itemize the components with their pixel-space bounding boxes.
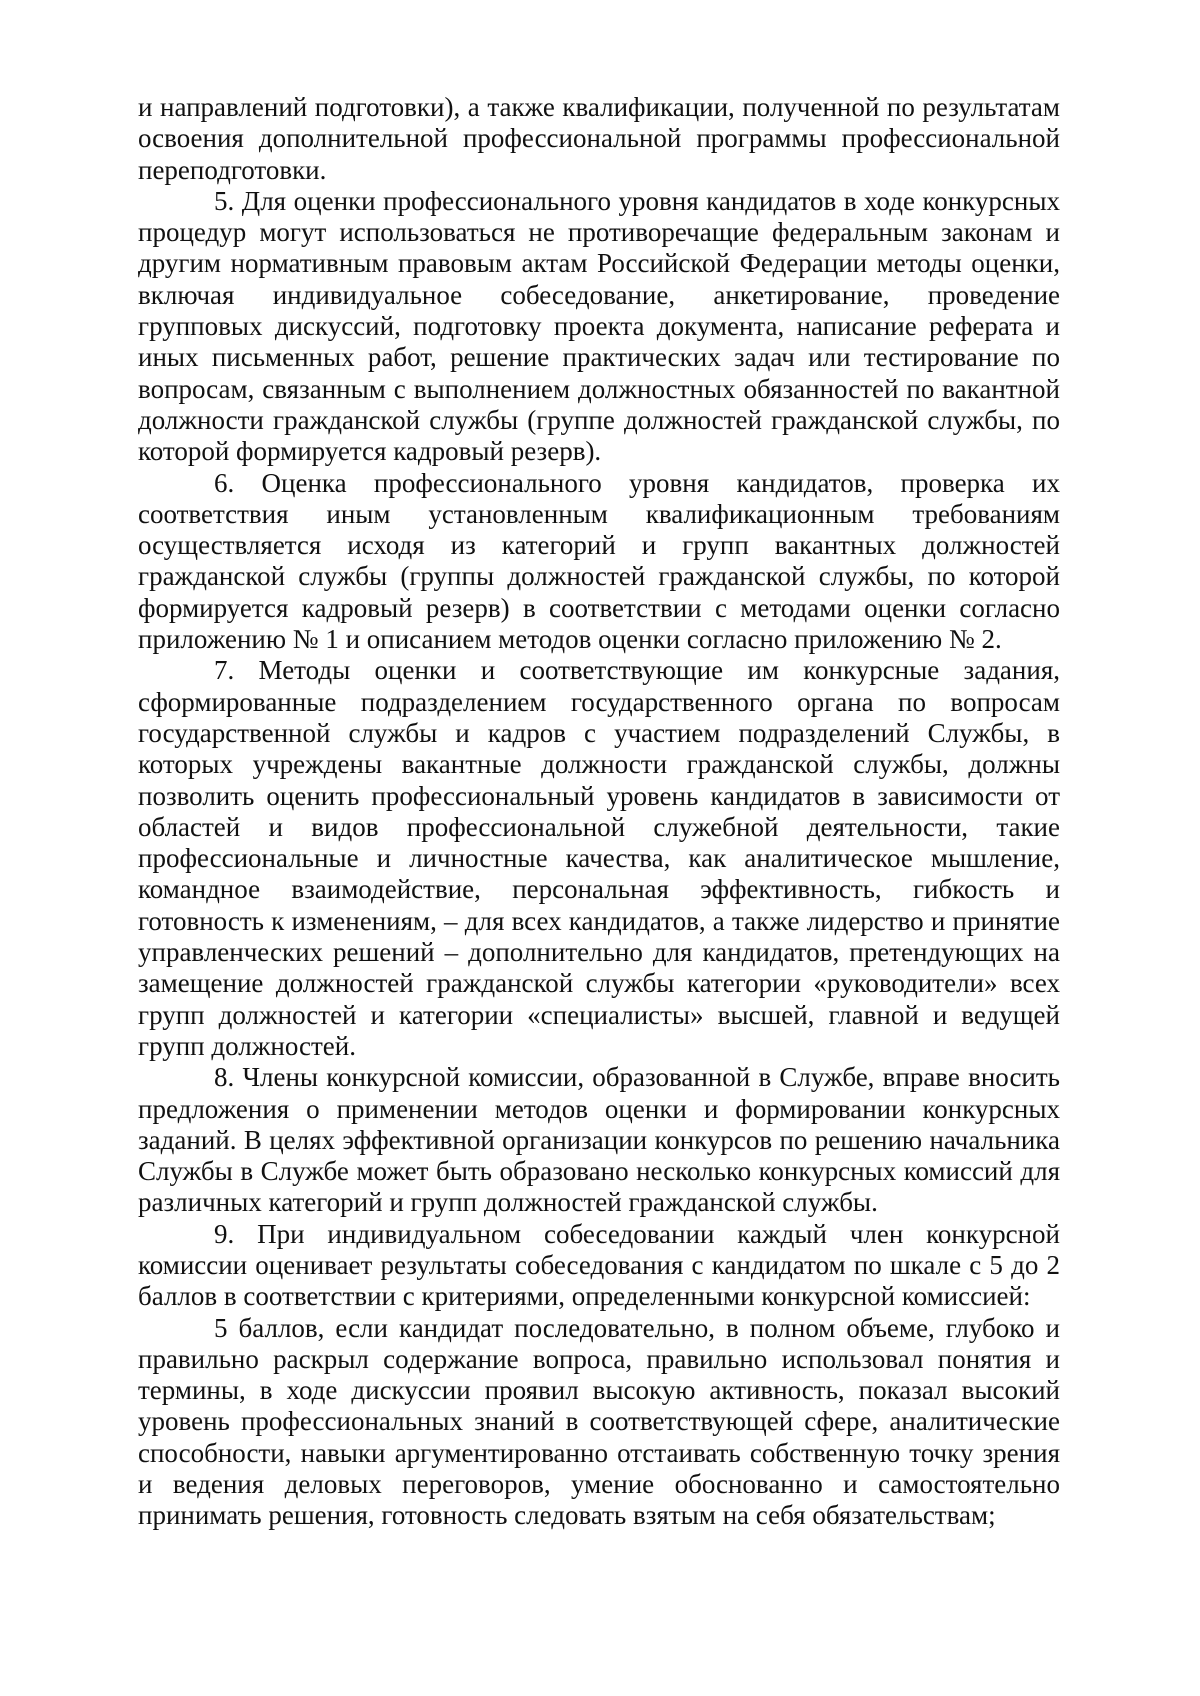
paragraph-score-5: 5 баллов, если кандидат последовательно, в полном объеме, глубоко и правильно раскрыл содержание вопроса, правильно использовал понятия и термины, в ходе дискуссии проявил высокую активность, показал высокий уровень профессиональных знаний в соответствующей сфере, аналитические способности, навыки аргументированно отстаивать собственную точку зрения и ведения деловых переговоров, умение обоснованно и самостоятельно принимать решения, готовность следовать взятым на себя обязательствам;	[138, 1312, 1060, 1531]
paragraph-item-7: 7. Методы оценки и соответствующие им конкурсные задания, сформированные подразделением государственного органа по вопросам государственной службы и кадров с участием подразделений Службы, в которых учреждены вакантные должности гражданской службы, должны позволить оценить профессиональный уровень кандидатов в зависимости от областей и видов профессиональной служебной деятельности, такие профессиональные и личностные качества, как аналитическое мышление, командное взаимодействие, персональная эффективность, гибкость и готовность к изменениям, – для всех кандидатов, а также лидерство и принятие управленческих решений – дополнительно для кандидатов, претендующих на замещение должностей гражданской службы категории «руководители» всех групп должностей и категории «специалисты» высшей, главной и ведущей групп должностей.	[138, 655, 1060, 1061]
paragraph-continuation: и направлений подготовки), а также квалификации, полученной по результатам освоения дополнительной профессиональной программы профессиональной переподготовки.	[138, 92, 1060, 185]
paragraph-item-6: 6. Оценка профессионального уровня кандидатов, проверка их соответствия иным установленным квалификационным требованиям осуществляется исходя из категорий и групп вакантных должностей гражданской службы (группы должностей гражданской службы, по которой формируется кадровый резерв) в соответствии с методами оценки согласно приложению № 1 и описанием методов оценки согласно приложению № 2.	[138, 467, 1060, 655]
paragraph-item-8: 8. Члены конкурсной комиссии, образованной в Службе, вправе вносить предложения о применении методов оценки и формировании конкурсных заданий. В целях эффективной организации конкурсов по решению начальника Службы в Службе может быть образовано несколько конкурсных комиссий для различных категорий и групп должностей гражданской службы.	[138, 1062, 1060, 1218]
document-body	[138, 92, 1060, 1532]
paragraph-item-9: 9. При индивидуальном собеседовании каждый член конкурсной комиссии оценивает результаты собеседования с кандидатом по шкале с 5 до 2 баллов в соответствии с критериями, определенными конкурсной комиссией:	[138, 1218, 1060, 1312]
paragraph-item-5: 5. Для оценки профессионального уровня кандидатов в ходе конкурсных процедур могут использоваться не противоречащие федеральным законам и другим нормативным правовым актам Российской Федерации методы оценки, включая индивидуальное собеседование, анкетирование, проведение групповых дискуссий, подготовку проекта документа, написание реферата и иных письменных работ, решение практических задач или тестирование по вопросам, связанным с выполнением должностных обязанностей по вакантной должности гражданской службы (группе должностей гражданской службы, по которой формируется кадровый резерв).	[138, 185, 1060, 467]
